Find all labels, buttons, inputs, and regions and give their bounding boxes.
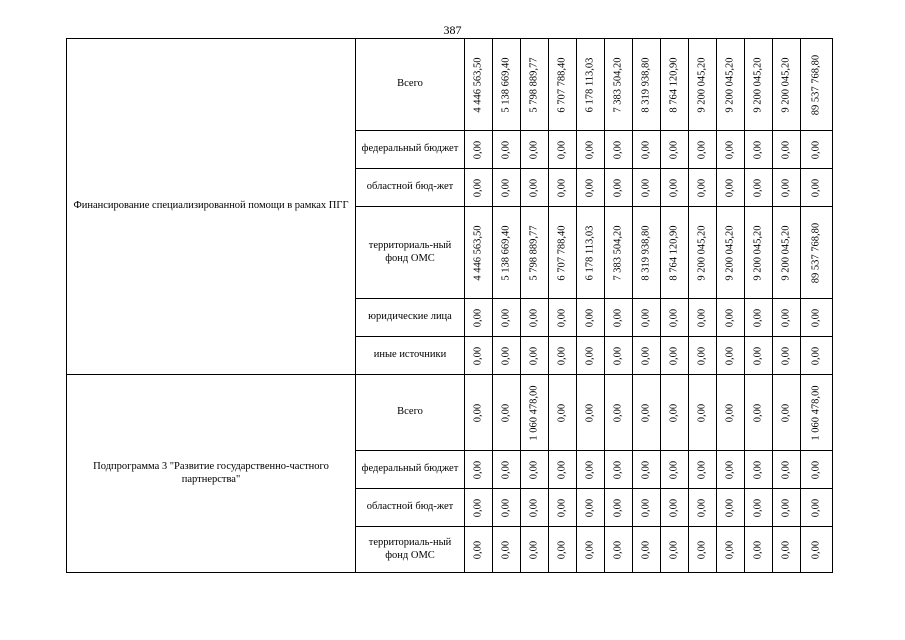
value-cell [773,207,801,299]
value-cell [689,337,717,375]
value-text: 0,00 [724,178,736,197]
value-cell [661,131,689,169]
value-text: 0,00 [668,140,680,159]
value-text: 0,00 [810,308,822,327]
value-cell [689,207,717,299]
value-cell [633,131,661,169]
value-cell [689,39,717,131]
value-cell [745,39,773,131]
value-cell [493,489,521,527]
value-cell [465,299,493,337]
value-cell [521,489,549,527]
value-cell [773,375,801,451]
value-cell [605,337,633,375]
value-cell [717,169,745,207]
value-cell [801,299,833,337]
value-text: 0,00 [528,178,540,197]
value-cell [801,375,833,451]
value-text: 0,00 [696,140,708,159]
value-cell [577,207,605,299]
value-text: 0,00 [556,498,568,517]
value-text: 0,00 [528,460,540,479]
value-cell [605,299,633,337]
value-text: 0,00 [724,540,736,559]
value-text: 0,00 [810,498,822,517]
funding-source-cell: иные источники [356,337,465,375]
table-row [67,39,833,131]
value-text: 89 537 768,80 [810,54,822,115]
value-cell [465,489,493,527]
value-text: 9 200 045,20 [724,56,736,113]
value-text: 89 537 768,80 [810,222,822,283]
value-cell [633,39,661,131]
value-text: 0,00 [810,346,822,365]
value-cell [549,169,577,207]
value-text: 0,00 [668,403,680,422]
value-text: 0,00 [696,178,708,197]
value-cell [661,451,689,489]
value-text: 0,00 [724,498,736,517]
value-cell [717,207,745,299]
value-cell [717,337,745,375]
value-cell [577,39,605,131]
value-cell [493,39,521,131]
value-cell [745,169,773,207]
value-cell [605,169,633,207]
value-text: 0,00 [780,460,792,479]
value-text: 0,00 [696,346,708,365]
value-text: 0,00 [472,460,484,479]
value-text: 0,00 [472,346,484,365]
value-text: 0,00 [640,460,652,479]
value-text: 0,00 [528,346,540,365]
value-cell [465,131,493,169]
value-cell [801,39,833,131]
value-cell [801,337,833,375]
value-text: 0,00 [612,346,624,365]
value-text: 0,00 [500,403,512,422]
value-text: 0,00 [472,140,484,159]
value-cell [773,527,801,573]
value-cell [549,299,577,337]
value-text: 0,00 [724,403,736,422]
value-cell [745,527,773,573]
value-text: 0,00 [612,540,624,559]
value-text: 0,00 [780,498,792,517]
value-text: 0,00 [696,460,708,479]
value-cell [801,527,833,573]
value-text: 0,00 [752,460,764,479]
value-text: 0,00 [472,540,484,559]
value-cell [465,169,493,207]
value-cell [549,451,577,489]
value-text: 9 200 045,20 [752,224,764,281]
value-text: 0,00 [724,308,736,327]
value-text: 0,00 [528,498,540,517]
value-text: 0,00 [528,140,540,159]
value-cell [521,131,549,169]
value-text: 0,00 [556,540,568,559]
value-cell [745,337,773,375]
value-cell [521,169,549,207]
value-text: 1 060 478,00 [810,384,822,441]
value-text: 8 764 120,90 [668,56,680,113]
value-text: 0,00 [696,540,708,559]
value-cell [605,39,633,131]
value-cell [493,299,521,337]
value-cell [773,337,801,375]
value-cell [661,169,689,207]
value-cell [605,527,633,573]
value-cell [717,299,745,337]
value-text: 9 200 045,20 [752,56,764,113]
value-text: 0,00 [612,403,624,422]
value-text: 9 200 045,20 [696,56,708,113]
value-cell [577,527,605,573]
value-cell [465,39,493,131]
value-cell [577,131,605,169]
program-name-cell: Подпрограмма 3 "Развитие государственно-частного партнерства" [67,375,356,573]
value-text: 0,00 [780,346,792,365]
value-text: 0,00 [668,498,680,517]
value-text: 0,00 [584,346,596,365]
funding-source-cell: областной бюд-жет [356,489,465,527]
value-text: 0,00 [612,178,624,197]
value-text: 0,00 [556,140,568,159]
value-text: 9 200 045,20 [696,224,708,281]
value-cell [577,489,605,527]
value-text: 0,00 [500,346,512,365]
value-cell [465,375,493,451]
value-cell [689,489,717,527]
value-text: 0,00 [724,460,736,479]
value-cell [549,131,577,169]
value-cell [633,299,661,337]
value-cell [633,337,661,375]
value-cell [521,337,549,375]
value-cell [773,131,801,169]
funding-source-cell: Всего [356,39,465,131]
value-text: 9 200 045,20 [780,224,792,281]
funding-source-cell: территориаль-ный фонд ОМС [356,207,465,299]
value-text: 0,00 [668,460,680,479]
value-cell [661,489,689,527]
value-text: 0,00 [810,540,822,559]
value-cell [717,39,745,131]
value-text: 4 446 563,50 [472,56,484,113]
value-cell [773,169,801,207]
value-cell [633,207,661,299]
value-cell [493,131,521,169]
value-cell [801,169,833,207]
value-cell [577,299,605,337]
value-text: 0,00 [528,308,540,327]
value-text: 0,00 [724,140,736,159]
value-text: 0,00 [724,346,736,365]
value-cell [633,169,661,207]
value-text: 0,00 [528,540,540,559]
value-cell [689,527,717,573]
value-text: 0,00 [584,178,596,197]
value-cell [773,451,801,489]
value-cell [745,489,773,527]
value-text: 0,00 [696,403,708,422]
value-text: 0,00 [640,140,652,159]
value-cell [605,131,633,169]
funding-source-cell: федеральный бюджет [356,451,465,489]
value-cell [717,375,745,451]
value-text: 0,00 [584,308,596,327]
value-cell [689,375,717,451]
value-cell [633,489,661,527]
value-cell [549,39,577,131]
value-text: 0,00 [696,498,708,517]
value-cell [493,527,521,573]
value-cell [577,169,605,207]
value-cell [577,451,605,489]
value-cell [717,451,745,489]
value-text: 8 319 938,80 [640,224,652,281]
value-text: 0,00 [612,140,624,159]
value-cell [493,451,521,489]
value-text: 0,00 [584,498,596,517]
value-text: 0,00 [640,308,652,327]
value-text: 1 060 478,00 [528,384,540,441]
funding-source-cell: федеральный бюджет [356,131,465,169]
value-text: 4 446 563,50 [472,224,484,281]
value-text: 0,00 [780,140,792,159]
value-text: 6 707 788,40 [556,224,568,281]
value-cell [549,337,577,375]
value-text: 0,00 [696,308,708,327]
value-text: 0,00 [668,346,680,365]
value-cell [773,299,801,337]
program-name-cell: Финансирование специализированной помощи в рамках ПГГ [67,39,356,375]
value-cell [661,337,689,375]
value-cell [801,489,833,527]
value-cell [577,375,605,451]
value-text: 5 138 669,40 [500,56,512,113]
value-text: 0,00 [752,178,764,197]
value-text: 0,00 [780,540,792,559]
value-text: 0,00 [752,308,764,327]
value-text: 0,00 [500,540,512,559]
value-text: 7 383 504,20 [612,56,624,113]
value-cell [521,451,549,489]
value-text: 0,00 [780,178,792,197]
value-text: 6 178 113,03 [584,225,596,280]
value-text: 0,00 [810,140,822,159]
value-cell [801,131,833,169]
value-text: 0,00 [780,403,792,422]
value-text: 0,00 [500,140,512,159]
value-cell [661,207,689,299]
value-cell [661,375,689,451]
value-text: 5 138 669,40 [500,224,512,281]
value-text: 0,00 [752,498,764,517]
value-text: 0,00 [584,540,596,559]
value-cell [689,299,717,337]
value-text: 0,00 [810,178,822,197]
value-cell [605,375,633,451]
value-text: 0,00 [640,540,652,559]
value-cell [661,39,689,131]
value-text: 0,00 [612,498,624,517]
value-text: 0,00 [752,140,764,159]
value-cell [493,169,521,207]
value-text: 9 200 045,20 [780,56,792,113]
funding-source-cell: Всего [356,375,465,451]
value-text: 0,00 [668,540,680,559]
value-text: 0,00 [472,403,484,422]
value-text: 0,00 [556,460,568,479]
value-cell [745,131,773,169]
value-cell [689,169,717,207]
value-cell [521,207,549,299]
financing-table [66,38,833,573]
value-text: 0,00 [472,308,484,327]
value-text: 8 319 938,80 [640,56,652,113]
value-cell [745,451,773,489]
funding-source-cell: юридические лица [356,299,465,337]
value-cell [605,207,633,299]
value-cell [801,451,833,489]
value-cell [717,527,745,573]
value-text: 0,00 [640,498,652,517]
value-text: 0,00 [752,403,764,422]
value-cell [633,451,661,489]
value-text: 0,00 [500,460,512,479]
value-text: 0,00 [472,498,484,517]
value-cell [689,131,717,169]
value-text: 5 798 889,77 [528,56,540,113]
value-text: 0,00 [500,308,512,327]
value-text: 0,00 [640,403,652,422]
value-cell [773,39,801,131]
value-text: 6 707 788,40 [556,56,568,113]
value-cell [465,527,493,573]
value-text: 0,00 [556,308,568,327]
value-cell [493,207,521,299]
value-text: 8 764 120,90 [668,224,680,281]
value-text: 0,00 [556,178,568,197]
value-cell [521,527,549,573]
value-text: 0,00 [668,308,680,327]
value-cell [605,489,633,527]
value-cell [521,375,549,451]
value-cell [633,375,661,451]
value-text: 0,00 [752,346,764,365]
value-text: 5 798 889,77 [528,224,540,281]
value-cell [745,375,773,451]
value-text: 0,00 [472,178,484,197]
funding-source-cell: областной бюд-жет [356,169,465,207]
value-text: 6 178 113,03 [584,57,596,112]
value-text: 9 200 045,20 [724,224,736,281]
value-cell [633,527,661,573]
value-text: 0,00 [668,178,680,197]
value-cell [521,299,549,337]
value-cell [549,527,577,573]
value-text: 0,00 [612,460,624,479]
value-cell [493,375,521,451]
value-cell [605,451,633,489]
value-cell [661,527,689,573]
value-cell [717,131,745,169]
value-text: 0,00 [500,178,512,197]
value-text: 0,00 [556,346,568,365]
value-cell [773,489,801,527]
page-number: 387 [443,23,462,37]
value-cell [801,207,833,299]
value-text: 0,00 [584,403,596,422]
value-cell [465,207,493,299]
value-cell [521,39,549,131]
value-cell [549,489,577,527]
value-cell [717,489,745,527]
value-text: 0,00 [780,308,792,327]
value-cell [549,375,577,451]
funding-source-cell: территориаль-ный фонд ОМС [356,527,465,573]
value-cell [465,337,493,375]
value-text: 0,00 [640,346,652,365]
value-cell [745,299,773,337]
value-cell [745,207,773,299]
value-text: 0,00 [810,460,822,479]
value-text: 0,00 [584,140,596,159]
value-text: 0,00 [584,460,596,479]
value-text: 0,00 [640,178,652,197]
value-cell [549,207,577,299]
value-text: 7 383 504,20 [612,224,624,281]
value-cell [661,299,689,337]
value-cell [465,451,493,489]
value-text: 0,00 [752,540,764,559]
value-text: 0,00 [556,403,568,422]
value-cell [493,337,521,375]
value-text: 0,00 [500,498,512,517]
table-row [67,375,833,451]
value-text: 0,00 [612,308,624,327]
value-cell [689,451,717,489]
value-cell [577,337,605,375]
